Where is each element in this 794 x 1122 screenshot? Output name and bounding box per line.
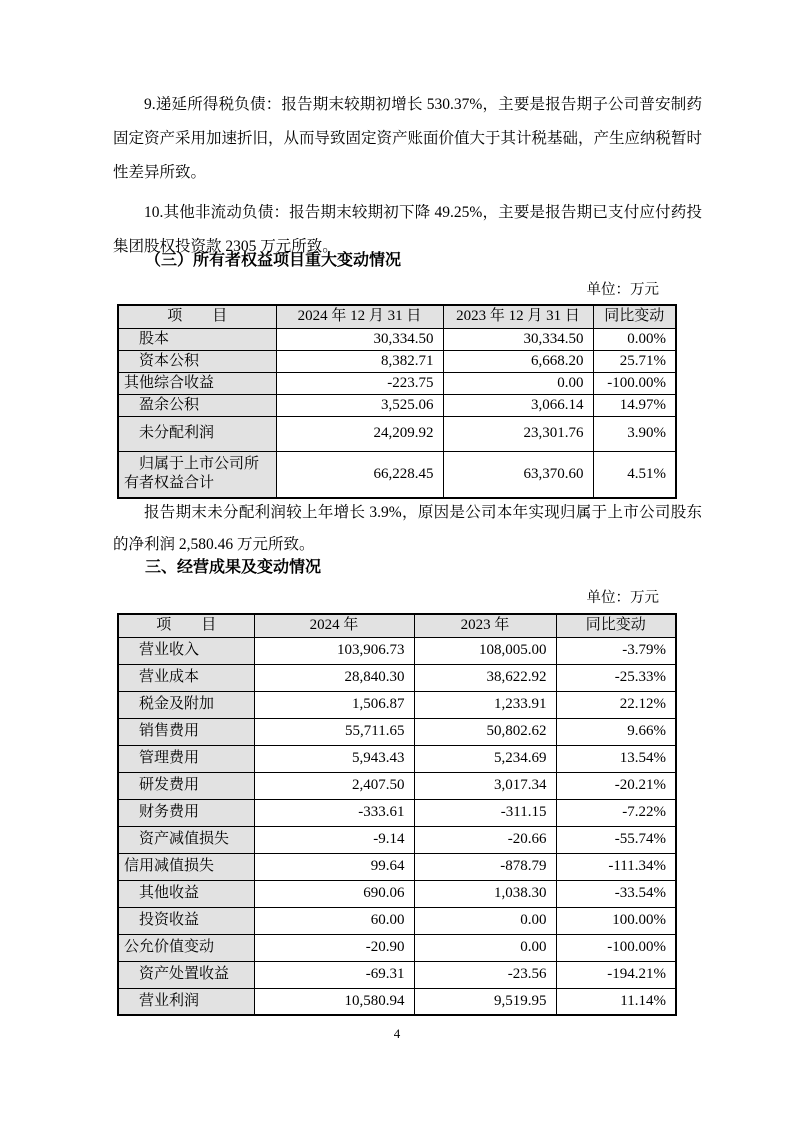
value-cell: 38,622.92 <box>414 664 556 691</box>
item-cell: 财务费用 <box>118 799 254 826</box>
value-cell: 1,038.30 <box>414 880 556 907</box>
value-cell: -100.00% <box>556 934 676 961</box>
value-cell: 24,209.92 <box>276 416 443 451</box>
value-cell: -7.22% <box>556 799 676 826</box>
value-cell: 6,668.20 <box>443 350 593 372</box>
operating-results-table <box>117 613 677 1016</box>
item-cell: 资本公积 <box>118 350 276 372</box>
value-cell: -111.34% <box>556 853 676 880</box>
item-cell: 归属于上市公司所有者权益合计 <box>118 451 276 498</box>
table-row <box>118 826 676 853</box>
value-cell: 2,407.50 <box>254 772 414 799</box>
table-row <box>118 988 676 1015</box>
value-cell: 30,334.50 <box>276 328 443 350</box>
value-cell: 66,228.45 <box>276 451 443 498</box>
item-cell: 营业成本 <box>118 664 254 691</box>
value-cell: 3.90% <box>593 416 676 451</box>
item-cell: 研发费用 <box>118 772 254 799</box>
table-row <box>118 691 676 718</box>
value-cell: 30,334.50 <box>443 328 593 350</box>
value-cell: 63,370.60 <box>443 451 593 498</box>
value-cell: 0.00% <box>593 328 676 350</box>
item-cell: 未分配利润 <box>118 416 276 451</box>
paragraph-other-noncurrent-liabilities: 10.其他非流动负债：报告期末较期初下降 49.25%，主要是报告期已支付应付药投集团股权投资款 2305 万元所致。 <box>113 204 702 255</box>
value-cell: 23,301.76 <box>443 416 593 451</box>
value-cell: -100.00% <box>593 372 676 394</box>
value-cell: 690.06 <box>254 880 414 907</box>
value-cell: 13.54% <box>556 745 676 772</box>
value-cell: -878.79 <box>414 853 556 880</box>
header-cell: 2024 年 <box>254 614 414 637</box>
value-cell: 3,017.34 <box>414 772 556 799</box>
section-heading-equity-changes: （三）所有者权益项目重大变动情况 <box>145 252 402 269</box>
header-cell: 2023 年 12 月 31 日 <box>443 305 593 328</box>
value-cell: -9.14 <box>254 826 414 853</box>
value-cell: -20.90 <box>254 934 414 961</box>
item-cell: 其他收益 <box>118 880 254 907</box>
header-cell: 项 目 <box>118 305 276 328</box>
table-row <box>118 637 676 664</box>
item-cell: 税金及附加 <box>118 691 254 718</box>
paragraph-deferred-tax-liabilities: 9.递延所得税负债：报告期末较期初增长 530.37%，主要是报告期子公司普安制药固定资产采用加速折旧，从而导致固定资产账面价值大于其计税基础，产生应纳税暂时性差异所致。 <box>113 96 703 181</box>
value-cell: -3.79% <box>556 637 676 664</box>
value-cell: 55,711.65 <box>254 718 414 745</box>
value-cell: 0.00 <box>414 934 556 961</box>
value-cell: 9.66% <box>556 718 676 745</box>
item-cell: 资产减值损失 <box>118 826 254 853</box>
table-row <box>118 745 676 772</box>
item-cell: 营业收入 <box>118 637 254 664</box>
item-cell: 公允价值变动 <box>118 934 254 961</box>
item-cell: 资产处置收益 <box>118 961 254 988</box>
item-cell: 其他综合收益 <box>118 372 276 394</box>
value-cell: -194.21% <box>556 961 676 988</box>
value-cell: 1,233.91 <box>414 691 556 718</box>
value-cell: -311.15 <box>414 799 556 826</box>
value-cell: 9,519.95 <box>414 988 556 1015</box>
value-cell: -25.33% <box>556 664 676 691</box>
value-cell: -223.75 <box>276 372 443 394</box>
table-header-row <box>118 614 676 637</box>
table-row <box>118 799 676 826</box>
table-row <box>118 880 676 907</box>
table-row <box>118 772 676 799</box>
table-row <box>118 961 676 988</box>
header-cell: 2024 年 12 月 31 日 <box>276 305 443 328</box>
header-cell: 2023 年 <box>414 614 556 637</box>
section-heading-operating-results: 三、经营成果及变动情况 <box>145 559 322 576</box>
unit-label-equity-table: 单位：万元 <box>586 282 659 298</box>
item-cell: 股本 <box>118 328 276 350</box>
value-cell: 108,005.00 <box>414 637 556 664</box>
table-header-row <box>118 305 676 328</box>
value-cell: 11.14% <box>556 988 676 1015</box>
value-cell: 60.00 <box>254 907 414 934</box>
table-row <box>118 934 676 961</box>
paragraph-retained-earnings-note: 报告期末未分配利润较上年增长 3.9%，原因是公司本年实现归属于上市公司股东的净利润 2,580.46 万元所致。 <box>113 504 702 553</box>
table-row <box>118 718 676 745</box>
equity-changes-table <box>117 304 677 499</box>
value-cell: 25.71% <box>593 350 676 372</box>
value-cell: -55.74% <box>556 826 676 853</box>
value-cell: 5,943.43 <box>254 745 414 772</box>
table-row <box>118 451 676 498</box>
value-cell: 4.51% <box>593 451 676 498</box>
unit-label-operating-table: 单位：万元 <box>586 590 659 606</box>
table-row <box>118 394 676 416</box>
value-cell: 10,580.94 <box>254 988 414 1015</box>
value-cell: -33.54% <box>556 880 676 907</box>
table-row <box>118 372 676 394</box>
value-cell: -20.21% <box>556 772 676 799</box>
value-cell: 28,840.30 <box>254 664 414 691</box>
table-row <box>118 907 676 934</box>
value-cell: 100.00% <box>556 907 676 934</box>
item-cell: 营业利润 <box>118 988 254 1015</box>
value-cell: 8,382.71 <box>276 350 443 372</box>
value-cell: 14.97% <box>593 394 676 416</box>
value-cell: 0.00 <box>443 372 593 394</box>
value-cell: 99.64 <box>254 853 414 880</box>
header-cell: 同比变动 <box>556 614 676 637</box>
table-row <box>118 664 676 691</box>
value-cell: 3,525.06 <box>276 394 443 416</box>
value-cell: 1,506.87 <box>254 691 414 718</box>
item-cell: 投资收益 <box>118 907 254 934</box>
page-number: 4 <box>393 1026 401 1041</box>
table-row <box>118 328 676 350</box>
item-cell: 管理费用 <box>118 745 254 772</box>
item-cell: 信用减值损失 <box>118 853 254 880</box>
value-cell: 103,906.73 <box>254 637 414 664</box>
value-cell: 22.12% <box>556 691 676 718</box>
value-cell: -23.56 <box>414 961 556 988</box>
header-cell: 项 目 <box>118 614 254 637</box>
value-cell: -20.66 <box>414 826 556 853</box>
value-cell: 50,802.62 <box>414 718 556 745</box>
header-cell: 同比变动 <box>593 305 676 328</box>
item-cell: 盈余公积 <box>118 394 276 416</box>
value-cell: -333.61 <box>254 799 414 826</box>
value-cell: -69.31 <box>254 961 414 988</box>
table-row <box>118 350 676 372</box>
value-cell: 0.00 <box>414 907 556 934</box>
table-row <box>118 853 676 880</box>
item-cell: 销售费用 <box>118 718 254 745</box>
table-row <box>118 416 676 451</box>
value-cell: 5,234.69 <box>414 745 556 772</box>
value-cell: 3,066.14 <box>443 394 593 416</box>
